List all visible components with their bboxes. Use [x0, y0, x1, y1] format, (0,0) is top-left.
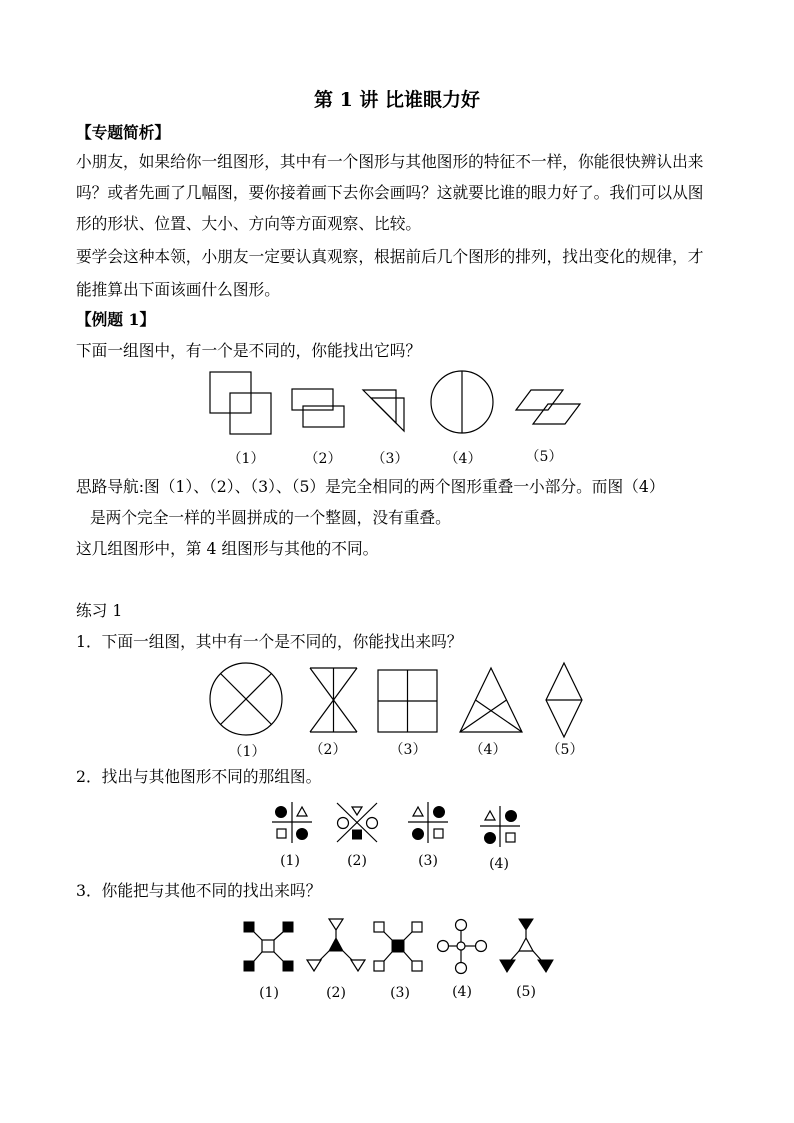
arm-line: [343, 951, 352, 960]
figure-label: （2）: [304, 451, 342, 467]
figure-label: （1）: [228, 744, 266, 760]
page-title: 第 1 讲 比谁眼力好: [313, 89, 481, 111]
arm-line: [320, 951, 329, 960]
triangle-icon: [413, 807, 423, 816]
practice1-figure-3-square-with-cross: [378, 670, 437, 732]
practice-question-2: 2．找出与其他图形不同的那组图。: [76, 767, 322, 786]
practice2-figure-3: [408, 802, 448, 843]
arm-line: [274, 932, 283, 940]
filled-circle-icon: [434, 807, 445, 818]
figure-label: (3): [390, 985, 410, 1001]
circle-icon: [438, 941, 449, 952]
circle-icon: [456, 920, 467, 931]
figure-label: (5): [516, 984, 536, 1000]
filled-circle-icon: [506, 811, 517, 822]
triangle-icon: [519, 938, 533, 951]
circle-icon: [457, 942, 465, 950]
practice3-figure-3: [374, 922, 422, 971]
arm-line: [533, 951, 541, 960]
circle-icon: [476, 941, 487, 952]
example-conclusion: 这几组图形中，第 4 组图形与其他的不同。: [76, 539, 379, 558]
practice-heading: 练习 1: [76, 601, 123, 620]
square-icon: [262, 940, 274, 952]
arm-line: [404, 932, 412, 940]
practice3-figure-1: [244, 922, 293, 971]
triangle-icon: [329, 919, 343, 930]
practice2-figure-4: [480, 806, 520, 847]
triangle-icon: [352, 807, 362, 815]
figure-label: （4）: [469, 742, 507, 758]
arm-line: [274, 952, 283, 961]
triangle-icon: [297, 807, 307, 816]
example-analysis: 是两个完全一样的半圆拼成的一个整圆，没有重叠。: [90, 508, 451, 527]
triangle-shape: [460, 668, 522, 732]
example-question: 下面一组图中，有一个是不同的，你能找出它吗？: [76, 341, 422, 360]
practice3-figure-4: [438, 920, 487, 974]
figure-label: (2): [326, 985, 346, 1001]
triangle-icon: [485, 811, 495, 820]
filled-triangle-icon: [519, 919, 533, 930]
practice1-figure-5-rhombus: [546, 663, 582, 737]
circle-icon: [456, 963, 467, 974]
arm-line: [254, 952, 262, 961]
arm-line: [384, 932, 392, 940]
filled-circle-icon: [413, 829, 424, 840]
practice-question-1: 1．下面一组图，其中有一个是不同的，你能找出来吗？: [76, 632, 463, 651]
circle-icon: [367, 818, 378, 829]
example-figure-5-overlapping-parallelograms: [516, 390, 580, 424]
filled-square-icon: [353, 830, 362, 839]
triangle-shape: [371, 398, 404, 431]
practice1-figure-1-circle-with-x: [210, 663, 282, 735]
square-icon: [374, 922, 384, 932]
square-icon: [277, 829, 286, 838]
example-figure-2-overlapping-rectangles: [292, 389, 344, 427]
filled-square-icon: [244, 922, 254, 932]
filled-triangle-icon: [500, 960, 515, 972]
arm-line: [254, 932, 262, 940]
triangle-icon: [307, 960, 321, 971]
figure-label: (1): [280, 853, 300, 869]
intro-line: 形的形状、位置、大小、方向等方面观察、比较。: [76, 214, 422, 233]
filled-square-icon: [392, 940, 404, 952]
example-figure-4-split-circle: [431, 371, 493, 433]
figure-label: （2）: [309, 742, 347, 758]
figure-label: (1): [259, 985, 279, 1001]
figure-label: (2): [347, 853, 367, 869]
example-figure-1-overlapping-squares: [210, 372, 271, 434]
rectangle-shape: [292, 389, 333, 410]
practice2-figure-2: [337, 803, 378, 842]
parallelogram-shape: [533, 404, 580, 424]
triangle-icon: [351, 960, 365, 971]
square-icon: [434, 829, 443, 838]
intro-line: 吗？或者先画了几幅图，要你接着画下去你会画吗？这就要比谁的眼力好了。我们可以从图: [76, 183, 704, 202]
example-heading: 【例题 1】: [76, 310, 156, 329]
practice1-figure-4-triangle-with-lines: [460, 668, 522, 732]
circle-icon: [338, 818, 349, 829]
arm-line: [511, 951, 519, 960]
figure-label: (4): [452, 984, 472, 1000]
square-icon: [374, 961, 384, 971]
practice1-figure-2-hourglass: [310, 668, 357, 732]
filled-circle-icon: [297, 829, 308, 840]
intro-line: 小朋友，如果给你一组图形，其中有一个图形与其他图形的特征不一样，你能很快辨认出来: [76, 152, 704, 171]
filled-circle-icon: [485, 833, 496, 844]
figure-label: （1）: [227, 451, 265, 467]
practice-question-3: 3．你能把与其他不同的找出来吗？: [76, 881, 322, 900]
filled-triangle-icon: [329, 938, 343, 951]
intro-heading: 【专题简析】: [76, 123, 171, 142]
practice3-figure-5: [500, 919, 553, 972]
arm-line: [404, 952, 412, 961]
example-analysis: 思路导航:图（1）、（2）、（3）、（5）是完全相同的两个图形重叠一小部分。而图（4）: [76, 477, 665, 496]
figure-label: （5）: [525, 449, 563, 465]
arm-line: [384, 952, 392, 961]
figure-label: （3）: [389, 742, 427, 758]
figure-label: （3）: [371, 451, 409, 467]
intro-line: 能推算出下面该画什么图形。: [76, 280, 280, 299]
figure-label: （4）: [444, 451, 482, 467]
rectangle-shape: [303, 406, 344, 427]
square-icon: [412, 961, 422, 971]
figure-label: （5）: [546, 742, 584, 758]
figure-label: (3): [418, 853, 438, 869]
filled-square-icon: [283, 922, 293, 932]
figure-label: (4): [489, 856, 509, 872]
filled-circle-icon: [276, 807, 287, 818]
filled-square-icon: [283, 961, 293, 971]
example-figure-3-overlapping-triangles: [363, 390, 404, 431]
square-icon: [506, 833, 515, 842]
filled-triangle-icon: [538, 960, 553, 972]
practice3-figure-2: [307, 919, 365, 971]
square-icon: [412, 922, 422, 932]
parallelogram-shape: [516, 390, 563, 410]
intro-line: 要学会这种本领，小朋友一定要认真观察，根据前后几个图形的排列，找出变化的规律，才: [76, 247, 704, 266]
filled-square-icon: [244, 961, 254, 971]
practice2-figure-1: [272, 802, 312, 843]
